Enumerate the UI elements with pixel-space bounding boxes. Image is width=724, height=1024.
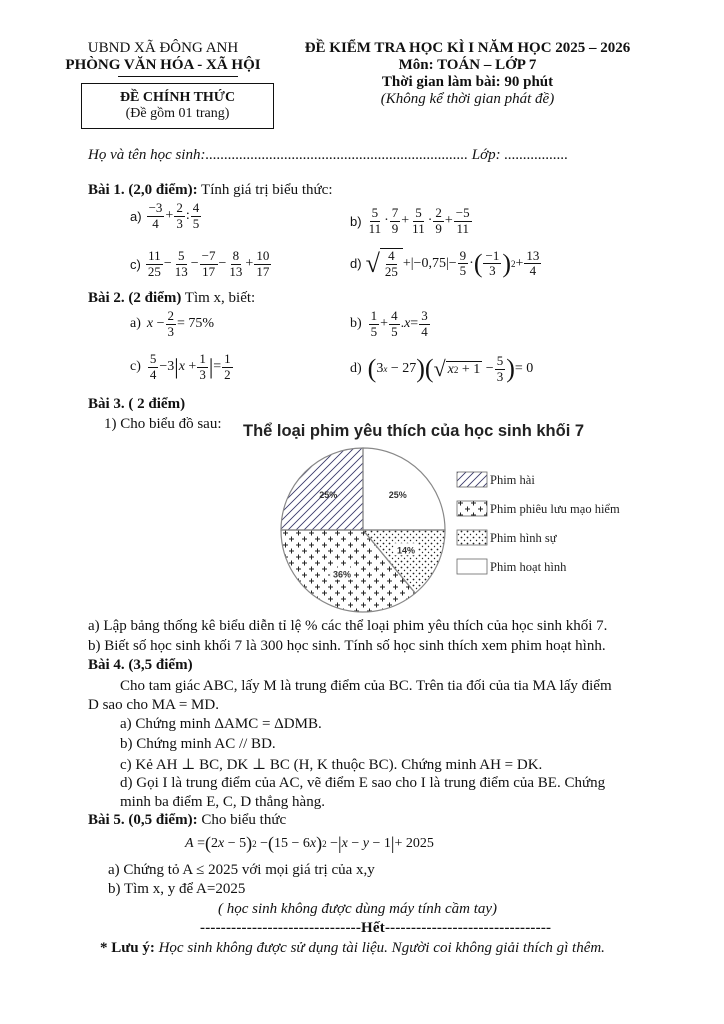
legend-label: Phim phiêu lưu mạo hiểm bbox=[490, 502, 620, 516]
bai3-title: Bài 3. ( 2 điểm) bbox=[88, 396, 186, 412]
duration: Thời gian làm bài: 90 phút bbox=[381, 74, 554, 90]
pie-data-label: 25% bbox=[388, 490, 407, 501]
subject: Môn: TOÁN – LỚP 7 bbox=[398, 57, 537, 73]
bai2-b-expr: b) $\frac{1}{5}$ + $\frac{4}{5}$ . x = $\frac{3}{4}$ bbox=[350, 308, 428, 339]
bai1-b-expr: b) $\frac{5}{11}$ · $\frac{7}{9}$ + $\frac{5}{11}$ · $\frac{2}{9}$ + $\frac{-5}{11}$ bbox=[350, 205, 470, 236]
header-right bbox=[285, 40, 650, 108]
pie-data-label: 36% bbox=[333, 569, 352, 580]
bai5-heading bbox=[88, 812, 286, 829]
official-box bbox=[81, 83, 274, 129]
chart-title: Thể loại phim yêu thích của học sinh khối 7 bbox=[243, 422, 585, 440]
bai2-c-label: c) bbox=[130, 359, 141, 375]
bai1-title: Bài 1. (2,0 điểm): bbox=[88, 182, 198, 198]
pie-data-label: 25% bbox=[319, 490, 338, 501]
bai3-item1: 1) Cho biểu đồ sau: bbox=[104, 416, 222, 432]
bai4-d2: minh ba điểm E, C, D thẳng hàng. bbox=[120, 794, 325, 810]
pie-data-label: 14% bbox=[397, 545, 416, 556]
legend-label: Phim hoạt hình bbox=[490, 560, 567, 574]
bai4-title: Bài 4. (3,5 điểm) bbox=[88, 657, 193, 673]
page-count: (Đề gồm 01 trang) bbox=[125, 106, 230, 121]
pie-slice-phim-hoạt-hình bbox=[363, 448, 445, 530]
bai1-a-expr: a) $\frac{-3}{4}$ + $\frac{2}{3}$ : $\frac{4}{5}$ bbox=[130, 200, 200, 231]
bai1-b-label: b) bbox=[350, 213, 362, 229]
bai1-desc: Tính giá trị biểu thức: bbox=[197, 182, 333, 198]
bai4-para2: D sao cho MA = MD. bbox=[88, 697, 219, 713]
legend-swatch bbox=[457, 530, 487, 545]
pie-chart bbox=[268, 446, 688, 616]
legend-swatch bbox=[457, 472, 487, 487]
student-info-line: Họ và tên học sinh:...................................................................... Lớp: ................. bbox=[88, 147, 569, 163]
pie-slice-phim-hài bbox=[281, 448, 363, 530]
bai2-a-expr: a) x − $\frac{2}{3}$ = 75% bbox=[130, 308, 215, 339]
end-marker: -------------------------------Hết-------------------------------- bbox=[200, 920, 552, 936]
footer-note bbox=[100, 940, 605, 957]
legend-label: Phim hài bbox=[490, 473, 535, 487]
bai3-question-b: b) Biết số học sinh khối 7 là 300 học sinh. Tính số học sinh thích xem phim hoạt hình. bbox=[88, 638, 606, 654]
legend-label: Phim hình sự bbox=[490, 531, 557, 545]
bai3-question-a: a) Lập bảng thống kê biểu diễn tỉ lệ % các thể loại phim yêu thích của học sinh khối 7. bbox=[88, 618, 608, 634]
bai2-title: Bài 2. (2 điểm) bbox=[88, 290, 182, 306]
bai1-d-expr: d) √ $\frac{4}{25}$ +|−0,75|− $\frac{9}{5}$ · ( $\frac{-1}{3}$ ) 2 + $\frac{13}{4}$ bbox=[350, 247, 540, 279]
bai4-c: c) Kẻ AH ⊥ BC, DK ⊥ BC (H, K thuộc BC). Chứng minh AH = DK. bbox=[120, 757, 543, 773]
bai5-desc: Cho biểu thức bbox=[197, 812, 287, 828]
calculator-note: ( học sinh không được dùng máy tính cầm tay) bbox=[218, 901, 498, 917]
duration-note: (Không kể thời gian phát đề) bbox=[380, 91, 555, 107]
header-underline bbox=[118, 76, 238, 77]
legend-swatch bbox=[457, 501, 487, 516]
exam-title: ĐỀ KIỂM TRA HỌC KÌ I NĂM HỌC 2025 – 2026 bbox=[304, 40, 631, 56]
note-label: * Lưu ý: bbox=[100, 940, 155, 956]
header-left bbox=[58, 40, 268, 74]
bai1-c-label: c) bbox=[130, 256, 141, 272]
legend-swatch bbox=[457, 559, 487, 574]
official-label: ĐỀ CHÍNH THỨC bbox=[119, 90, 236, 105]
department-name: UBND XÃ ĐÔNG ANH bbox=[87, 40, 239, 56]
bai5-a: a) Chứng tỏ A ≤ 2025 với mọi giá trị của x,y bbox=[108, 862, 375, 878]
bai5-expression: A = ( 2 x − 5 ) 2 − ( 15 − 6 x ) 2 − | x − y − 1 | + 2025 bbox=[185, 833, 434, 853]
bai5-b: b) Tìm x, y để A=2025 bbox=[108, 881, 246, 897]
office-name: PHÒNG VĂN HÓA - XÃ HỘI bbox=[65, 57, 261, 73]
note-text: Học sinh không được sử dụng tài liệu. Người coi không giải thích gì thêm. bbox=[154, 940, 605, 956]
bai1-a-label: a) bbox=[130, 208, 142, 224]
bai1-heading bbox=[88, 182, 333, 199]
bai4-a: a) Chứng minh ΔAMC = ΔDMB. bbox=[120, 716, 322, 732]
bai1-c-expr: c) $\frac{11}{25}$ − $\frac{5}{13}$ − $\frac{-7}{17}$ − $\frac{8}{13}$ + $\frac{10}{17}$ bbox=[130, 248, 270, 279]
bai4-d1: d) Gọi I là trung điểm của AC, vẽ điểm E sao cho I là trung điểm của BE. Chứng bbox=[120, 775, 606, 791]
bai2-a-label: a) bbox=[130, 316, 141, 332]
bai2-heading bbox=[88, 290, 255, 307]
bai4-para1: Cho tam giác ABC, lấy M là trung điểm của BC. Trên tia đối của tia MA lấy điểm bbox=[120, 678, 612, 694]
bai2-c-expr: c) $\frac{5}{4}$ −3 | x + $\frac{1}{3}$ | = $\frac{1}{2}$ bbox=[130, 351, 231, 382]
bai1-d-label: d) bbox=[350, 256, 362, 272]
bai4-b: b) Chứng minh AC // BD. bbox=[120, 736, 276, 752]
bai2-d-expr: d) ( 3 x − 27 ) ( √ x 2 + 1 − $\frac{5}{3}$ ) = 0 bbox=[350, 353, 534, 384]
bai2-b-label: b) bbox=[350, 316, 362, 332]
bai2-d-label: d) bbox=[350, 361, 362, 377]
bai2-desc: Tìm x, biết: bbox=[181, 290, 256, 306]
bai5-title: Bài 5. (0,5 điểm): bbox=[88, 812, 198, 828]
